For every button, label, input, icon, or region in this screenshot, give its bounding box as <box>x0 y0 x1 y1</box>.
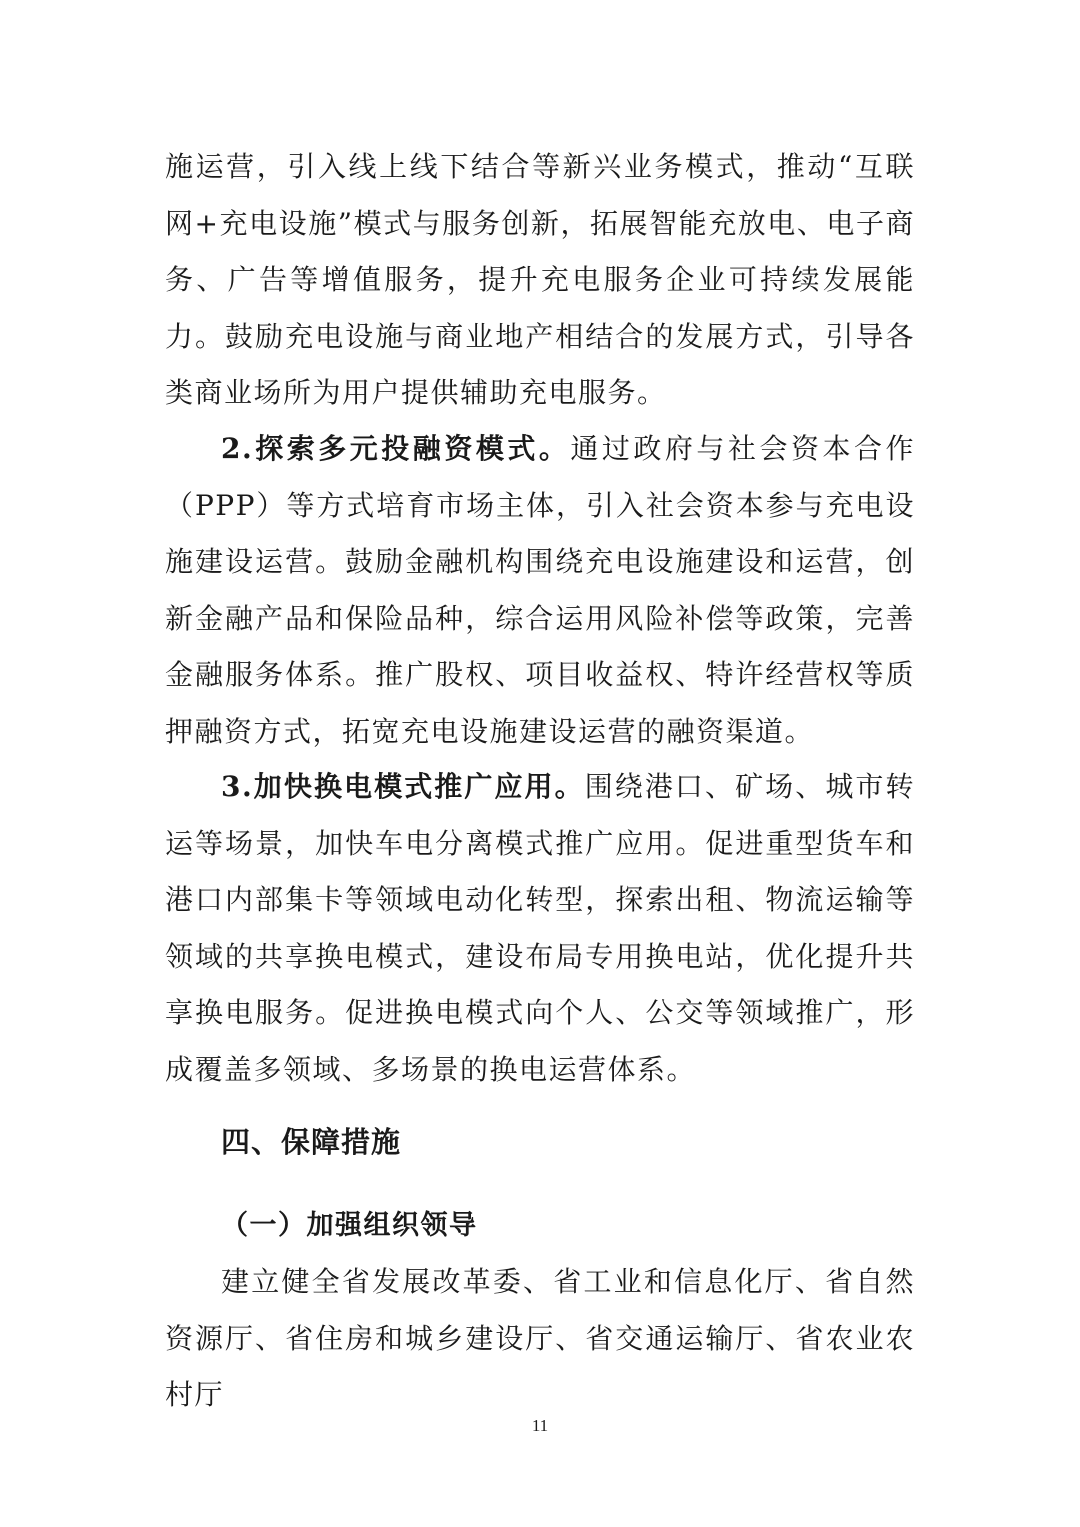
paragraph-battery-swap <box>165 759 915 1098</box>
subsection-heading: （一）加强组织领导 <box>221 1210 478 1241</box>
paragraph-3-lead: 3.加快换电模式推广应用。 <box>221 770 585 803</box>
paragraph-organization <box>165 1254 915 1424</box>
paragraph-2-lead: 2.探索多元投融资模式。 <box>221 432 571 465</box>
paragraph-2-text: 通过政府与社会资本合作（PPP）等方式培育市场主体，引入社会资本参与充电设施建设运营。鼓励金融机构围绕充电设施建设和运营，创新金融产品和保险品种，综合运用风险补偿等政策，完善金融服务体系。推广股权、项目收益权、特许经营权等质押融资方式，拓宽充电设施建设运营的融资渠道。 <box>165 432 915 748</box>
section-heading: 四、保障措施 <box>221 1125 402 1159</box>
paragraph-investment-financing <box>165 421 915 760</box>
paragraph-continuation <box>165 139 915 422</box>
paragraph-3-text: 围绕港口、矿场、城市转运等场景，加快车电分离模式推广应用。促进重型货车和港口内部集卡等领域电动化转型，探索出租、物流运输等领域的共享换电模式，建设布局专用换电站，优化提升共享换电服务。促进换电模式向个人、公交等领域推广，形成覆盖多领域、多场景的换电运营体系。 <box>165 770 915 1086</box>
page-number: 11 <box>531 1416 549 1435</box>
paragraph-1-text: 施运营，引入线上线下结合等新兴业务模式，推动“互联网+充电设施”模式与服务创新，拓展智能充放电、电子商务、广告等增值服务，提升充电服务企业可持续发展能力。鼓励充电设施与商业地产相结合的发展方式，引导各类商业场所为用户提供辅助充电服务。 <box>165 150 915 409</box>
closing-paragraph-text: 建立健全省发展改革委、省工业和信息化厅、省自然资源厅、省住房和城乡建设厅、省交通运输厅、省农业农村厅 <box>165 1265 915 1411</box>
